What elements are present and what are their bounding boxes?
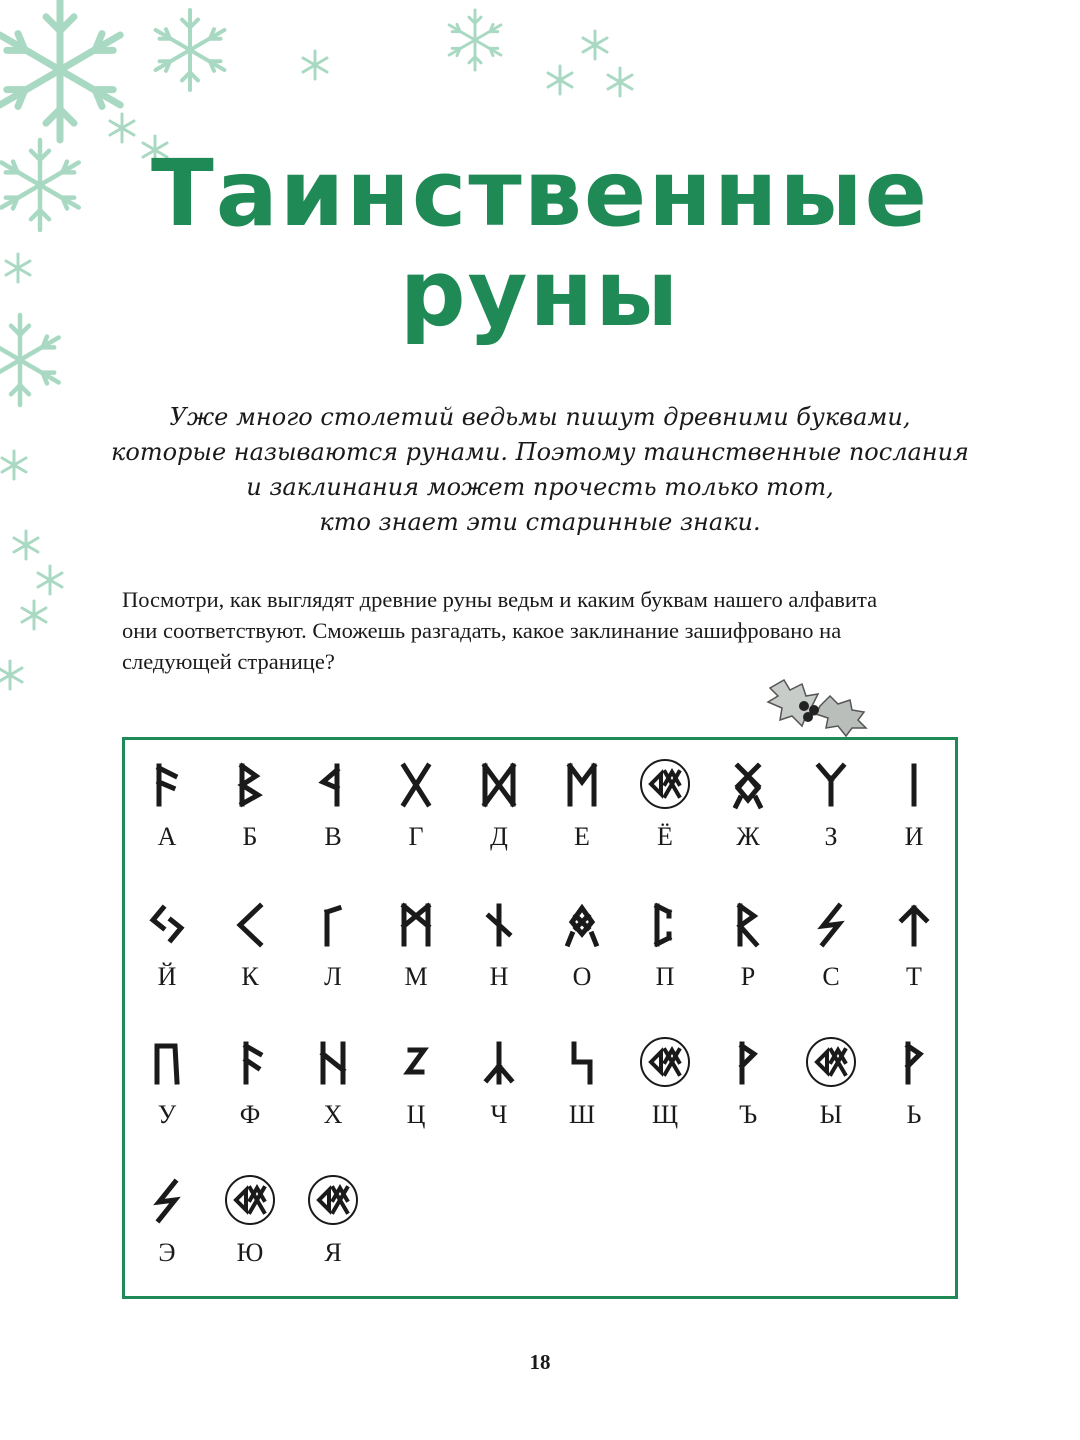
bindrune-circled-icon — [805, 1036, 857, 1088]
snowflake-icon — [156, 10, 225, 90]
rune-letter: П — [655, 962, 675, 991]
rune-letter: Д — [490, 822, 508, 851]
intro-line: которые называются рунами. Поэтому таинственные послания — [111, 438, 969, 466]
rune-letter: Л — [324, 962, 342, 991]
instruction-paragraph — [122, 584, 962, 677]
rune-letter: М — [404, 962, 428, 991]
snowflake-icon — [548, 66, 572, 94]
perthro-rune-icon — [639, 898, 691, 950]
rune-letter: Ш — [568, 1100, 596, 1129]
snowflake-icon — [2, 451, 26, 479]
rune-letter: В — [324, 822, 342, 851]
page-title: Таинственные — [150, 140, 930, 247]
rune-letter: Ъ — [738, 1100, 758, 1129]
raido-rune-icon — [722, 898, 774, 950]
snowflake-icon — [0, 661, 22, 689]
yr-rune-icon — [473, 1036, 525, 1088]
bindrune-circled-icon — [639, 758, 691, 810]
rune-letter: Ц — [406, 1100, 426, 1129]
intro-line: Уже много столетий ведьмы пишут древними буквами, — [169, 403, 911, 431]
rune-letter: Ф — [239, 1100, 261, 1129]
rune-letter: З — [824, 822, 838, 851]
snowflake-icon — [0, 0, 120, 140]
sowilo-rune-icon — [805, 898, 857, 950]
bindrune-circled-icon — [224, 1174, 276, 1226]
bindrune-circled-icon — [307, 1174, 359, 1226]
page-number: 18 — [529, 1350, 551, 1374]
jera-rune-icon — [141, 898, 193, 950]
intro-line: и заклинания может прочесть только тот, — [246, 473, 834, 501]
ehwaz-rune-icon — [556, 758, 608, 810]
rune-letter: Ё — [657, 822, 673, 851]
snowflake-icon — [608, 68, 632, 96]
snowflake-icon — [110, 114, 134, 142]
snowflake-icon — [38, 566, 62, 594]
rune-letter: Ы — [819, 1100, 843, 1129]
mannaz-rune-icon — [390, 898, 442, 950]
sowilo-rune-icon — [141, 1174, 193, 1226]
snowflake-icon — [449, 10, 501, 70]
ansuz-rune-icon — [224, 1036, 276, 1088]
rune-letter: Й — [157, 962, 177, 991]
rune-letter: Щ — [651, 1100, 679, 1129]
rune-letter: У — [157, 1100, 177, 1129]
instruction-line: Посмотри, как выглядят древние руны ведьм и каким буквам нашего алфавита — [122, 587, 878, 612]
rune-letter: Р — [740, 962, 756, 991]
short-laguz-rune-icon — [307, 898, 359, 950]
gebo-rune-icon — [390, 758, 442, 810]
hagalaz-rune-icon — [307, 1036, 359, 1088]
cross-othala-rune-icon — [722, 758, 774, 810]
wunjo-rune-icon — [722, 1036, 774, 1088]
rune-letter: Э — [158, 1238, 176, 1267]
snowflake-icon — [583, 31, 607, 59]
hook-rune-icon — [556, 1036, 608, 1088]
berkano-rune-icon — [224, 758, 276, 810]
rune-letter: Ь — [906, 1100, 922, 1129]
rune-letter: Б — [242, 822, 258, 851]
rune-letter: Н — [489, 962, 509, 991]
instruction-line: следующей странице? — [122, 649, 335, 674]
rune-letter: Х — [323, 1100, 343, 1129]
rune-letter: Г — [408, 822, 424, 851]
isa-rune-icon — [888, 758, 940, 810]
zigzag-rune-icon — [390, 1036, 442, 1088]
uruz-rune-icon — [141, 1036, 193, 1088]
rune-letter: Т — [906, 962, 922, 991]
rune-letter: Я — [324, 1238, 342, 1267]
rune-alphabet-table — [122, 737, 958, 1299]
rune-letter: С — [822, 962, 840, 991]
rune-letter: Ж — [736, 822, 760, 851]
intro-line: кто знает эти старинные знаки. — [319, 508, 761, 536]
rune-letter: О — [572, 962, 592, 991]
rune-letter: К — [241, 962, 259, 991]
rune-letter: Ч — [490, 1100, 508, 1129]
rune-letter: А — [157, 822, 177, 851]
fehu-rune-icon — [141, 758, 193, 810]
snowflake-icon — [22, 601, 46, 629]
bindrune-circled-icon — [639, 1036, 691, 1088]
kenaz-rune-icon — [224, 898, 276, 950]
othala-rune-icon — [556, 898, 608, 950]
page-title-line-2: руны — [399, 240, 681, 347]
instruction-line: они соответствуют. Сможешь разгадать, какое заклинание зашифровано на — [122, 618, 842, 643]
rune-letter: Е — [574, 822, 590, 851]
tiwaz-rune-icon — [888, 898, 940, 950]
holly-icon — [762, 676, 872, 742]
rune-letter: И — [904, 822, 924, 851]
snowflake-icon — [14, 531, 38, 559]
rune-letter: Ю — [236, 1238, 264, 1267]
algiz-rune-icon — [805, 758, 857, 810]
nauthiz-rune-icon — [473, 898, 525, 950]
flag-rune-icon — [307, 758, 359, 810]
snowflake-icon — [303, 51, 327, 79]
wunjo-rune-icon — [888, 1036, 940, 1088]
intro-paragraph — [100, 400, 980, 540]
dagaz-rune-icon — [473, 758, 525, 810]
